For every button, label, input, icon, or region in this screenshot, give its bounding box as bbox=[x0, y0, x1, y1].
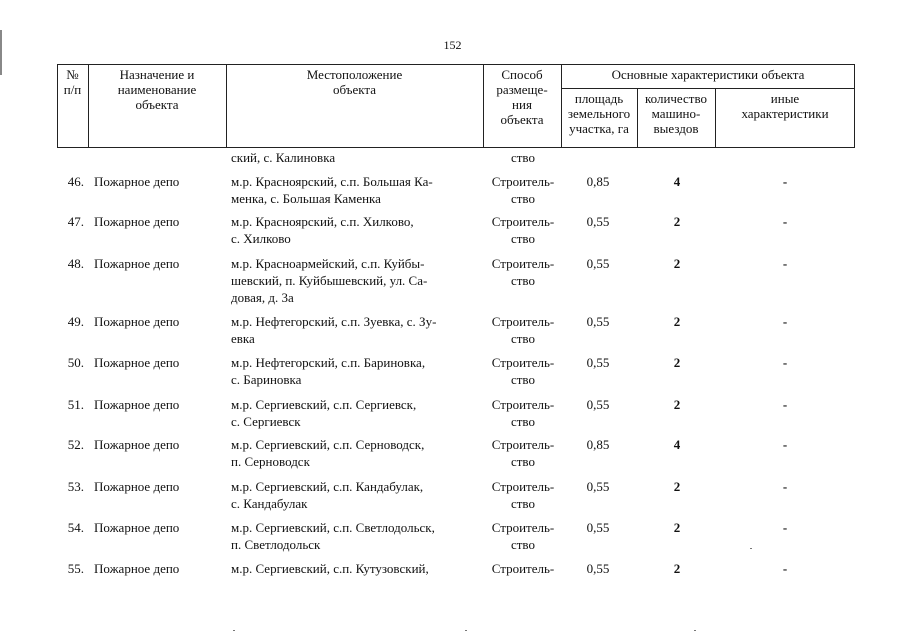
mode-line: Строитель- bbox=[491, 561, 555, 576]
header-text: объекта bbox=[500, 112, 544, 127]
header-text: объекта bbox=[135, 97, 179, 112]
location-line: евка bbox=[231, 331, 255, 346]
mode-line: Строитель- bbox=[491, 479, 555, 494]
row-cars: 4 bbox=[673, 437, 681, 452]
row-other: - bbox=[782, 256, 788, 271]
row-number: 52. bbox=[67, 437, 84, 452]
row-other: - bbox=[782, 355, 788, 370]
row-mode: ство bbox=[510, 150, 535, 165]
row-name: Пожарное депо bbox=[94, 397, 180, 412]
location-line: м.р. Сергиевский, с.п. Серноводск, bbox=[231, 437, 425, 452]
row-other: - bbox=[782, 437, 788, 452]
location-line: менка, с. Большая Каменка bbox=[231, 191, 381, 206]
location-line: м.р. Нефтегорский, с.п. Зуевка, с. Зу- bbox=[231, 314, 437, 329]
location-line: п. Серноводск bbox=[231, 454, 310, 469]
row-location bbox=[231, 213, 481, 247]
mode-line: Строитель- bbox=[491, 355, 555, 370]
row-mode bbox=[484, 436, 562, 470]
row-location bbox=[231, 478, 481, 512]
scan-speck bbox=[750, 548, 752, 549]
header-text: характеристики bbox=[741, 106, 829, 121]
row-cars: 4 bbox=[673, 174, 681, 189]
row-area: 0,55 bbox=[586, 256, 610, 271]
row-name: Пожарное депо bbox=[94, 174, 180, 189]
location-line: п. Светлодольск bbox=[231, 537, 321, 552]
header-text: объекта bbox=[332, 82, 377, 97]
row-area: 0,55 bbox=[586, 214, 610, 229]
row-other: - bbox=[782, 479, 788, 494]
header-text: выездов bbox=[653, 121, 699, 136]
header-text: участка, га bbox=[569, 121, 629, 136]
location-line: с. Бариновка bbox=[231, 372, 302, 387]
mode-line: Строитель- bbox=[491, 520, 555, 535]
mode-line: Строитель- bbox=[491, 437, 555, 452]
scan-speck bbox=[233, 630, 235, 631]
header-col-number bbox=[57, 67, 88, 97]
header-col-name bbox=[88, 67, 226, 112]
header-col-other bbox=[715, 91, 855, 121]
row-name: Пожарное депо bbox=[94, 479, 180, 494]
row-location bbox=[231, 560, 481, 577]
mode-line: Строитель- bbox=[491, 397, 555, 412]
row-location bbox=[231, 436, 481, 470]
row-other: - bbox=[782, 397, 788, 412]
location-line: м.р. Сергиевский, с.п. Светлодольск, bbox=[231, 520, 435, 535]
header-text: машино- bbox=[651, 106, 701, 121]
row-name: Пожарное депо bbox=[94, 520, 180, 535]
row-area: 0,55 bbox=[586, 355, 610, 370]
row-mode bbox=[484, 313, 562, 347]
row-area: 0,55 bbox=[586, 479, 610, 494]
row-cars: 2 bbox=[673, 355, 681, 370]
row-other: - bbox=[782, 174, 788, 189]
header-text: земельного bbox=[567, 106, 631, 121]
mode-line: ство bbox=[510, 273, 535, 288]
location-line: м.р. Нефтегорский, с.п. Бариновка, bbox=[231, 355, 426, 370]
row-name: Пожарное депо bbox=[94, 214, 180, 229]
mode-line: ство bbox=[510, 414, 535, 429]
page-number: 152 bbox=[443, 38, 462, 52]
mode-line: ство bbox=[510, 231, 535, 246]
row-mode bbox=[484, 396, 562, 430]
location-line: с. Хилково bbox=[231, 231, 291, 246]
row-location bbox=[231, 396, 481, 430]
location-line: м.р. Красноярский, с.п. Большая Ка- bbox=[231, 174, 433, 189]
row-number: 54. bbox=[67, 520, 84, 535]
header-text: наименование bbox=[117, 82, 197, 97]
location-line: довая, д. 3а bbox=[231, 290, 294, 305]
row-location bbox=[231, 255, 481, 306]
location-line: шевский, п. Куйбышевский, ул. Са- bbox=[231, 273, 428, 288]
row-mode bbox=[484, 173, 562, 207]
row-name: Пожарное депо bbox=[94, 561, 180, 576]
header-col-area bbox=[561, 91, 637, 136]
row-number: 49. bbox=[67, 314, 84, 329]
row-number: 50. bbox=[67, 355, 84, 370]
header-text: количество bbox=[644, 91, 708, 106]
mode-line: Строитель- bbox=[491, 314, 555, 329]
header-col-mode bbox=[483, 67, 561, 127]
location-line: м.р. Сергиевский, с.п. Сергиевск, bbox=[231, 397, 417, 412]
row-location bbox=[231, 519, 481, 553]
mode-line: Строитель- bbox=[491, 256, 555, 271]
location-line: м.р. Сергиевский, с.п. Кандабулак, bbox=[231, 479, 424, 494]
row-name: Пожарное депо bbox=[94, 256, 180, 271]
row-location: ский, с. Калиновка bbox=[231, 150, 336, 165]
scan-speck bbox=[694, 630, 696, 631]
location-line: с. Кандабулак bbox=[231, 496, 308, 511]
row-mode bbox=[484, 213, 562, 247]
row-other: - bbox=[782, 314, 788, 329]
row-mode bbox=[484, 560, 562, 577]
row-other: - bbox=[782, 520, 788, 535]
mode-line: ство bbox=[510, 372, 535, 387]
location-line: м.р. Сергиевский, с.п. Кутузовский, bbox=[231, 561, 429, 576]
row-cars: 2 bbox=[673, 397, 681, 412]
location-line: с. Сергиевск bbox=[231, 414, 301, 429]
mode-line: ство bbox=[510, 331, 535, 346]
header-text: № bbox=[66, 67, 79, 82]
row-number: 51. bbox=[67, 397, 84, 412]
header-text: иные bbox=[770, 91, 800, 106]
scan-speck bbox=[465, 630, 467, 631]
row-cars: 2 bbox=[673, 561, 681, 576]
row-cars: 2 bbox=[673, 214, 681, 229]
mode-line: Строитель- bbox=[491, 174, 555, 189]
row-number: 46. bbox=[67, 174, 84, 189]
header-text: Местоположение bbox=[306, 67, 403, 82]
location-line: м.р. Красноармейский, с.п. Куйбы- bbox=[231, 256, 425, 271]
row-number: 47. bbox=[67, 214, 84, 229]
row-area: 0,85 bbox=[586, 437, 610, 452]
header-text: Способ bbox=[501, 67, 543, 82]
mode-line: ство bbox=[510, 191, 535, 206]
row-location bbox=[231, 173, 481, 207]
header-subdivider bbox=[561, 88, 855, 89]
header-text: размеще- bbox=[496, 82, 548, 97]
location-line: м.р. Красноярский, с.п. Хилково, bbox=[231, 214, 414, 229]
mode-line: Строитель- bbox=[491, 214, 555, 229]
row-cars: 2 bbox=[673, 314, 681, 329]
row-area: 0,55 bbox=[586, 520, 610, 535]
row-name: Пожарное депо bbox=[94, 355, 180, 370]
row-cars: 2 bbox=[673, 479, 681, 494]
header-col-main: Основные характеристики объекта bbox=[611, 67, 805, 82]
mode-line: ство bbox=[510, 537, 535, 552]
row-cars: 2 bbox=[673, 520, 681, 535]
header-col-location bbox=[226, 67, 483, 97]
mode-line: ство bbox=[510, 454, 535, 469]
row-mode bbox=[484, 255, 562, 289]
row-number: 53. bbox=[67, 479, 84, 494]
mode-line: ство bbox=[510, 496, 535, 511]
row-other: - bbox=[782, 561, 788, 576]
row-area: 0,55 bbox=[586, 397, 610, 412]
row-name: Пожарное депо bbox=[94, 314, 180, 329]
row-location bbox=[231, 354, 481, 388]
row-area: 0,55 bbox=[586, 561, 610, 576]
row-cars: 2 bbox=[673, 256, 681, 271]
row-name: Пожарное депо bbox=[94, 437, 180, 452]
row-mode bbox=[484, 519, 562, 553]
header-text: п/п bbox=[63, 82, 82, 97]
row-other: - bbox=[782, 214, 788, 229]
header-text: ния bbox=[512, 97, 532, 112]
header-text: площадь bbox=[574, 91, 624, 106]
row-mode bbox=[484, 354, 562, 388]
header-col-cars bbox=[637, 91, 715, 136]
header-text: Назначение и bbox=[119, 67, 195, 82]
row-area: 0,55 bbox=[586, 314, 610, 329]
row-location bbox=[231, 313, 481, 347]
row-number: 55. bbox=[67, 561, 84, 576]
row-number: 48. bbox=[67, 256, 84, 271]
row-mode bbox=[484, 478, 562, 512]
row-area: 0,85 bbox=[586, 174, 610, 189]
